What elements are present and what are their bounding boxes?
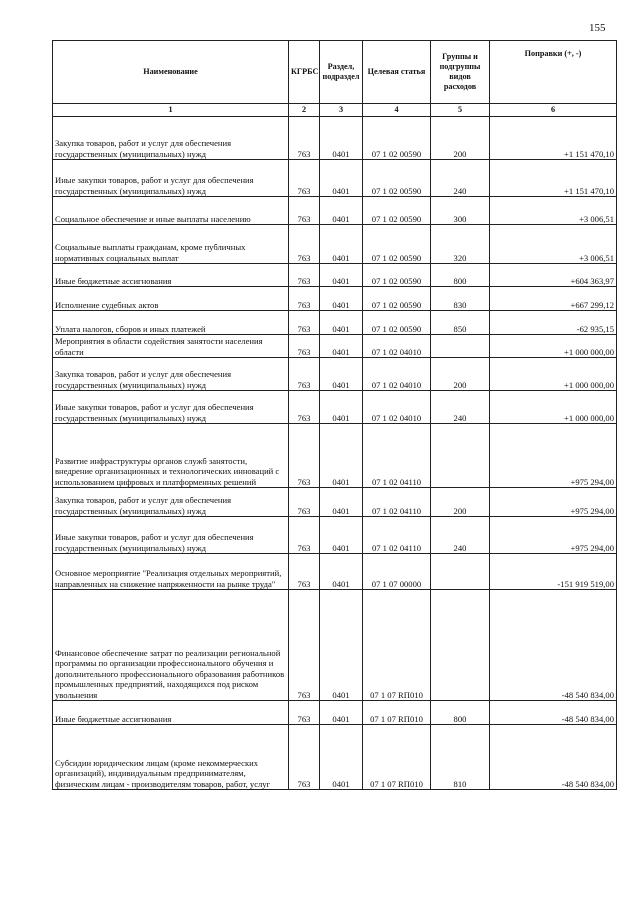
row-section: 0401 <box>320 311 363 335</box>
row-kgrbs: 763 <box>289 701 320 725</box>
row-section: 0401 <box>320 287 363 311</box>
column-number-row <box>53 104 617 117</box>
row-section: 0401 <box>320 160 363 197</box>
row-kgrbs: 763 <box>289 225 320 264</box>
row-section: 0401 <box>320 590 363 701</box>
row-amount: +1 000 000,00 <box>490 358 617 391</box>
row-amount: +3 006,51 <box>490 197 617 225</box>
row-kgrbs: 763 <box>289 160 320 197</box>
column-number: 1 <box>53 104 289 117</box>
table-row <box>53 517 617 554</box>
row-section: 0401 <box>320 554 363 590</box>
row-section: 0401 <box>320 117 363 160</box>
row-name: Финансовое обеспечение затрат по реализации региональной программы по организации профессионального обучения и дополнительного профессионального образования работников промышленных предприятий, находящихся под риском увольнения <box>53 590 289 701</box>
header-groups: Группы и подгруппы видов расходов <box>431 41 490 104</box>
row-kgrbs: 763 <box>289 488 320 517</box>
table-row <box>53 590 617 701</box>
row-group: 240 <box>431 517 490 554</box>
row-amount: +1 151 470,10 <box>490 117 617 160</box>
row-kgrbs: 763 <box>289 311 320 335</box>
row-section: 0401 <box>320 424 363 488</box>
row-kgrbs: 763 <box>289 287 320 311</box>
row-name: Уплата налогов, сборов и иных платежей <box>53 311 289 335</box>
row-amount: +1 151 470,10 <box>490 160 617 197</box>
row-amount: +975 294,00 <box>490 424 617 488</box>
table-row <box>53 391 617 424</box>
row-article: 07 1 02 00590 <box>363 160 431 197</box>
row-section: 0401 <box>320 701 363 725</box>
row-amount: -48 540 834,00 <box>490 725 617 790</box>
table-row <box>53 264 617 287</box>
row-article: 07 1 02 04110 <box>363 424 431 488</box>
row-name: Основное мероприятие "Реализация отдельных мероприятий, направленных на снижение напряженности на рынке труда" <box>53 554 289 590</box>
table-row <box>53 335 617 358</box>
row-section: 0401 <box>320 517 363 554</box>
row-group: 800 <box>431 264 490 287</box>
row-section: 0401 <box>320 335 363 358</box>
row-name: Иные бюджетные ассигнования <box>53 264 289 287</box>
row-amount: -48 540 834,00 <box>490 701 617 725</box>
row-article: 07 1 07 RП010 <box>363 590 431 701</box>
header-kgrbs: КГРБС <box>289 41 320 104</box>
table-row <box>53 358 617 391</box>
table-row <box>53 160 617 197</box>
row-amount: +1 000 000,00 <box>490 335 617 358</box>
column-number: 5 <box>431 104 490 117</box>
row-article: 07 1 02 00590 <box>363 225 431 264</box>
row-name: Закупка товаров, работ и услуг для обеспечения государственных (муниципальных) нужд <box>53 488 289 517</box>
row-amount: +975 294,00 <box>490 488 617 517</box>
row-kgrbs: 763 <box>289 424 320 488</box>
row-group <box>431 335 490 358</box>
row-section: 0401 <box>320 391 363 424</box>
row-section: 0401 <box>320 197 363 225</box>
header-name: Наименование <box>53 41 289 104</box>
row-name: Социальные выплаты гражданам, кроме публичных нормативных социальных выплат <box>53 225 289 264</box>
row-group: 240 <box>431 391 490 424</box>
row-article: 07 1 02 04110 <box>363 488 431 517</box>
table-row <box>53 488 617 517</box>
row-kgrbs: 763 <box>289 197 320 225</box>
row-kgrbs: 763 <box>289 358 320 391</box>
column-number: 6 <box>490 104 617 117</box>
table-row <box>53 554 617 590</box>
row-section: 0401 <box>320 488 363 517</box>
row-name: Мероприятия в области содействия занятости населения области <box>53 335 289 358</box>
row-article: 07 1 07 00000 <box>363 554 431 590</box>
column-number: 4 <box>363 104 431 117</box>
row-amount: -62 935,15 <box>490 311 617 335</box>
row-group: 850 <box>431 311 490 335</box>
table-row <box>53 701 617 725</box>
row-group: 300 <box>431 197 490 225</box>
table-header-row <box>53 41 617 104</box>
row-name: Иные закупки товаров, работ и услуг для обеспечения государственных (муниципальных) нужд <box>53 391 289 424</box>
row-name: Иные бюджетные ассигнования <box>53 701 289 725</box>
header-article: Целевая статья <box>363 41 431 104</box>
row-kgrbs: 763 <box>289 517 320 554</box>
row-section: 0401 <box>320 358 363 391</box>
row-amount: +604 363,97 <box>490 264 617 287</box>
row-amount: -151 919 519,00 <box>490 554 617 590</box>
row-article: 07 1 02 00590 <box>363 197 431 225</box>
table-row <box>53 225 617 264</box>
row-article: 07 1 02 00590 <box>363 264 431 287</box>
row-name: Субсидии юридическим лицам (кроме некоммерческих организаций), индивидуальным предпринимателям, физическим лицам - производителям товаров, работ, услуг <box>53 725 289 790</box>
column-number: 3 <box>320 104 363 117</box>
row-kgrbs: 763 <box>289 391 320 424</box>
row-section: 0401 <box>320 225 363 264</box>
header-amendments: Поправки (+, -) <box>490 41 617 104</box>
row-kgrbs: 763 <box>289 725 320 790</box>
row-name: Закупка товаров, работ и услуг для обеспечения государственных (муниципальных) нужд <box>53 117 289 160</box>
row-kgrbs: 763 <box>289 117 320 160</box>
row-name: Развитие инфраструктуры органов служб занятости, внедрение организационных и технологических инноваций с использованием цифровых и платформенных решений <box>53 424 289 488</box>
row-amount: +975 294,00 <box>490 517 617 554</box>
row-section: 0401 <box>320 264 363 287</box>
page-number: 155 <box>589 22 606 34</box>
table-row <box>53 725 617 790</box>
row-name: Исполнение судебных актов <box>53 287 289 311</box>
row-kgrbs: 763 <box>289 335 320 358</box>
table-row <box>53 117 617 160</box>
row-group <box>431 554 490 590</box>
row-group <box>431 590 490 701</box>
column-number: 2 <box>289 104 320 117</box>
row-group: 830 <box>431 287 490 311</box>
row-section: 0401 <box>320 725 363 790</box>
row-article: 07 1 02 04010 <box>363 391 431 424</box>
row-kgrbs: 763 <box>289 264 320 287</box>
row-group: 320 <box>431 225 490 264</box>
row-group <box>431 424 490 488</box>
row-name: Закупка товаров, работ и услуг для обеспечения государственных (муниципальных) нужд <box>53 358 289 391</box>
table-row <box>53 311 617 335</box>
row-amount: +1 000 000,00 <box>490 391 617 424</box>
table-row <box>53 287 617 311</box>
row-article: 07 1 02 04010 <box>363 358 431 391</box>
table-row <box>53 197 617 225</box>
row-amount: +3 006,51 <box>490 225 617 264</box>
table-row <box>53 424 617 488</box>
row-group: 810 <box>431 725 490 790</box>
row-amount: -48 540 834,00 <box>490 590 617 701</box>
row-group: 800 <box>431 701 490 725</box>
row-amount: +667 299,12 <box>490 287 617 311</box>
row-kgrbs: 763 <box>289 554 320 590</box>
row-group: 200 <box>431 358 490 391</box>
row-article: 07 1 02 04110 <box>363 517 431 554</box>
row-article: 07 1 02 04010 <box>363 335 431 358</box>
row-name: Иные закупки товаров, работ и услуг для обеспечения государственных (муниципальных) нужд <box>53 517 289 554</box>
row-article: 07 1 02 00590 <box>363 287 431 311</box>
row-group: 200 <box>431 117 490 160</box>
row-article: 07 1 07 RП010 <box>363 701 431 725</box>
row-name: Иные закупки товаров, работ и услуг для обеспечения государственных (муниципальных) нужд <box>53 160 289 197</box>
row-article: 07 1 07 RП010 <box>363 725 431 790</box>
row-group: 200 <box>431 488 490 517</box>
header-section: Раздел, подраздел <box>320 41 363 104</box>
row-kgrbs: 763 <box>289 590 320 701</box>
row-article: 07 1 02 00590 <box>363 117 431 160</box>
budget-amendments-table <box>52 40 617 790</box>
row-group: 240 <box>431 160 490 197</box>
row-article: 07 1 02 00590 <box>363 311 431 335</box>
row-name: Социальное обеспечение и иные выплаты населению <box>53 197 289 225</box>
